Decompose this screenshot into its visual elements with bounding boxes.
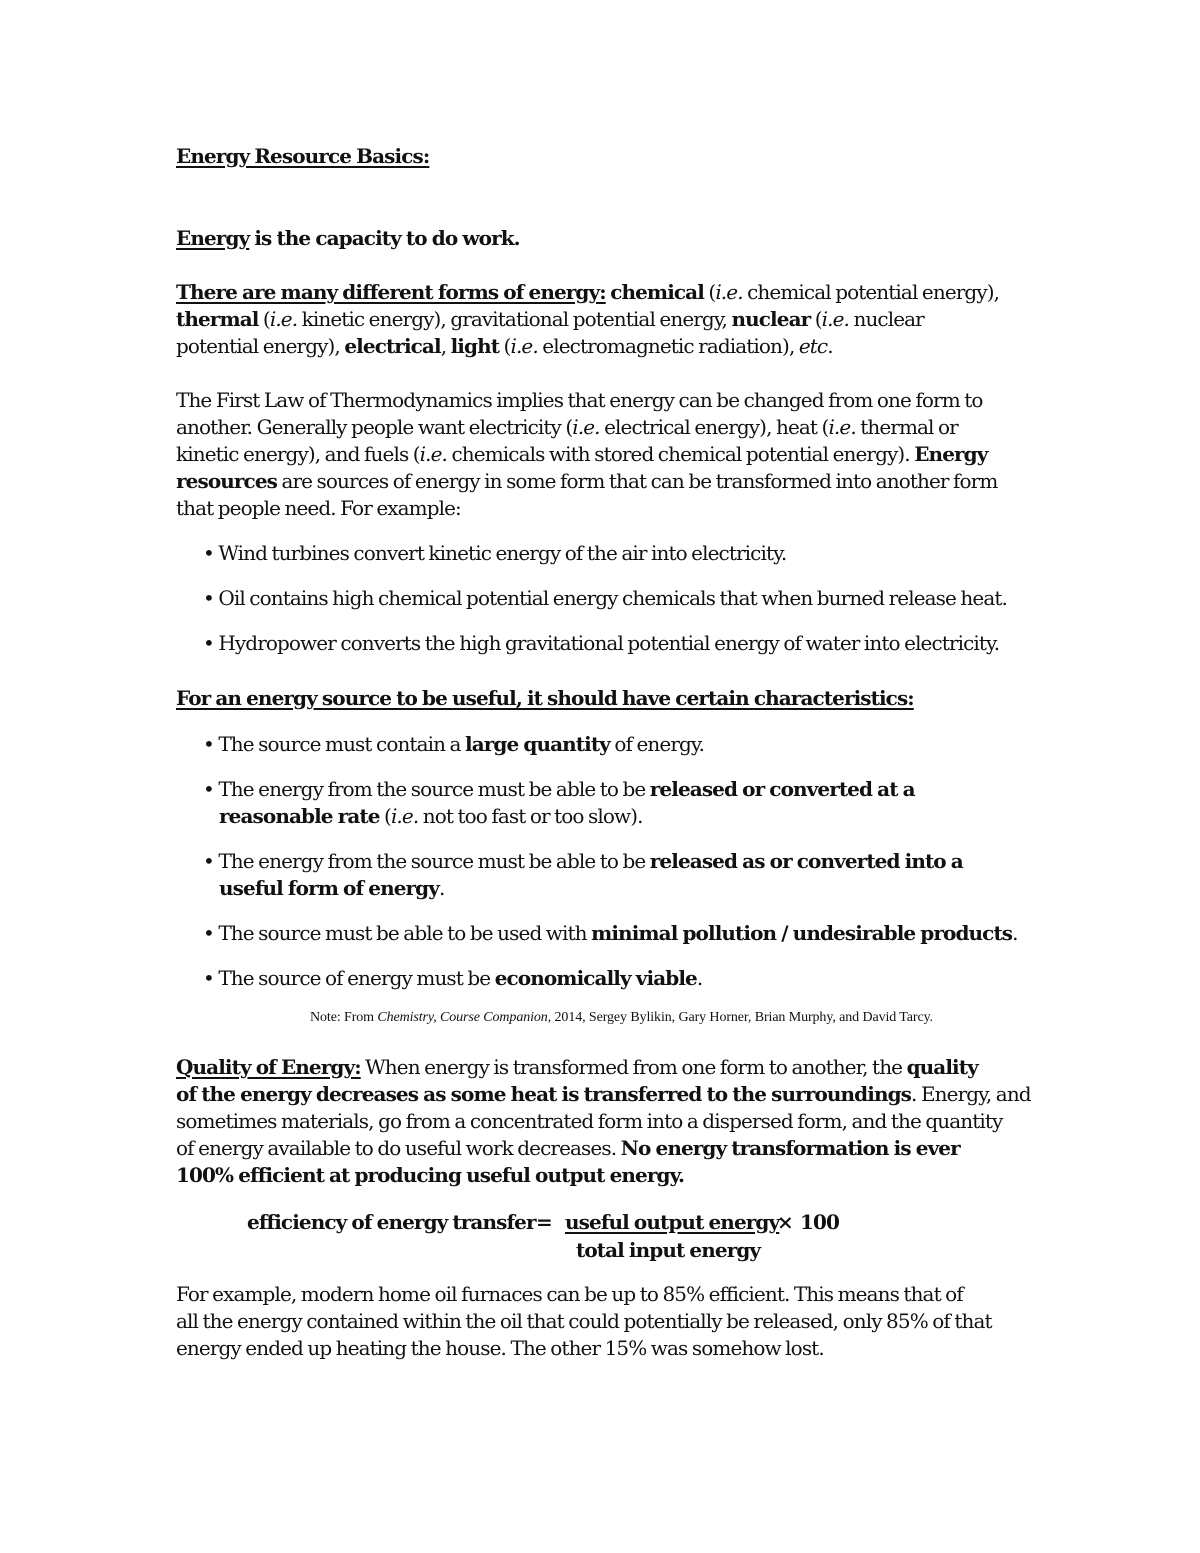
first-law-line-5: that people need. For example: xyxy=(176,496,461,520)
forms-line-2: thermal (i.e. kinetic energy), gravitational potential energy, nuclear (i.e. nuclear xyxy=(176,307,924,331)
first-law-line-1: The First Law of Thermodynamics implies that energy can be changed from one form to xyxy=(176,388,983,412)
characteristics-heading: For an energy source to be useful, it should have certain characteristics: xyxy=(176,686,914,710)
example-item: • Hydropower converts the high gravitational potential energy of water into electricity. xyxy=(203,631,1000,655)
characteristic-item-cont: useful form of energy. xyxy=(219,876,445,900)
formula-times: × xyxy=(777,1210,793,1234)
example-item: • Wind turbines convert kinetic energy of the air into electricity. xyxy=(203,541,787,565)
formula-lhs: efficiency of energy transfer xyxy=(247,1210,536,1234)
formula-denominator: total input energy xyxy=(576,1238,761,1262)
example-item: • Oil contains high chemical potential energy chemicals that when burned release heat. xyxy=(203,586,1007,610)
characteristic-item: • The energy from the source must be able to be released or converted at a xyxy=(203,777,915,801)
first-law-line-4: resources are sources of energy in some form that can be transformed into another form xyxy=(176,469,998,493)
quality-line-4: of energy available to do useful work decreases. No energy transformation is ever xyxy=(176,1136,960,1160)
forms-line-1: There are many different forms of energy: chemical (i.e. chemical potential energy), xyxy=(176,280,1000,304)
example-para-line-2: all the energy contained within the oil that could potentially be released, only 85% of that xyxy=(176,1309,992,1333)
characteristic-item: • The source must contain a large quantity of energy. xyxy=(203,732,705,756)
source-note: Note: From Chemistry, Course Companion, 2014, Sergey Bylikin, Gary Horner, Brian Murphy, and David Tarcy. xyxy=(310,1010,933,1025)
first-law-line-3: kinetic energy), and fuels (i.e. chemicals with stored chemical potential energy). Energy xyxy=(176,442,988,466)
example-para-line-3: energy ended up heating the house. The other 15% was somehow lost. xyxy=(176,1336,824,1360)
characteristic-item: • The energy from the source must be able to be released as or converted into a xyxy=(203,849,963,873)
quality-line-5: 100% efficient at producing useful output energy. xyxy=(176,1163,685,1187)
forms-line-3: potential energy), electrical, light (i.e. electromagnetic radiation), etc. xyxy=(176,334,833,358)
energy-definition: Energy is the capacity to do work. xyxy=(176,226,520,250)
quality-line-2: of the energy decreases as some heat is transferred to the surroundings. Energy, and xyxy=(176,1082,1031,1106)
formula-factor: 100 xyxy=(800,1210,840,1234)
quality-line-1: Quality of Energy: When energy is transformed from one form to another, the quality xyxy=(176,1055,978,1079)
characteristic-item-cont: reasonable rate (i.e. not too fast or too slow). xyxy=(219,804,643,828)
quality-line-3: sometimes materials, go from a concentrated form into a dispersed form, and the quantity xyxy=(176,1109,1003,1133)
first-law-line-2: another. Generally people want electricity (i.e. electrical energy), heat (i.e. thermal or xyxy=(176,415,958,439)
page-title: Energy Resource Basics: xyxy=(176,144,430,168)
formula-equals: = xyxy=(536,1210,552,1234)
formula-numerator: useful output energy xyxy=(565,1210,780,1234)
example-para-line-1: For example, modern home oil furnaces can be up to 85% efficient. This means that of xyxy=(176,1282,963,1306)
characteristic-item: • The source must be able to be used with minimal pollution / undesirable products. xyxy=(203,921,1018,945)
characteristic-item: • The source of energy must be economically viable. xyxy=(203,966,703,990)
